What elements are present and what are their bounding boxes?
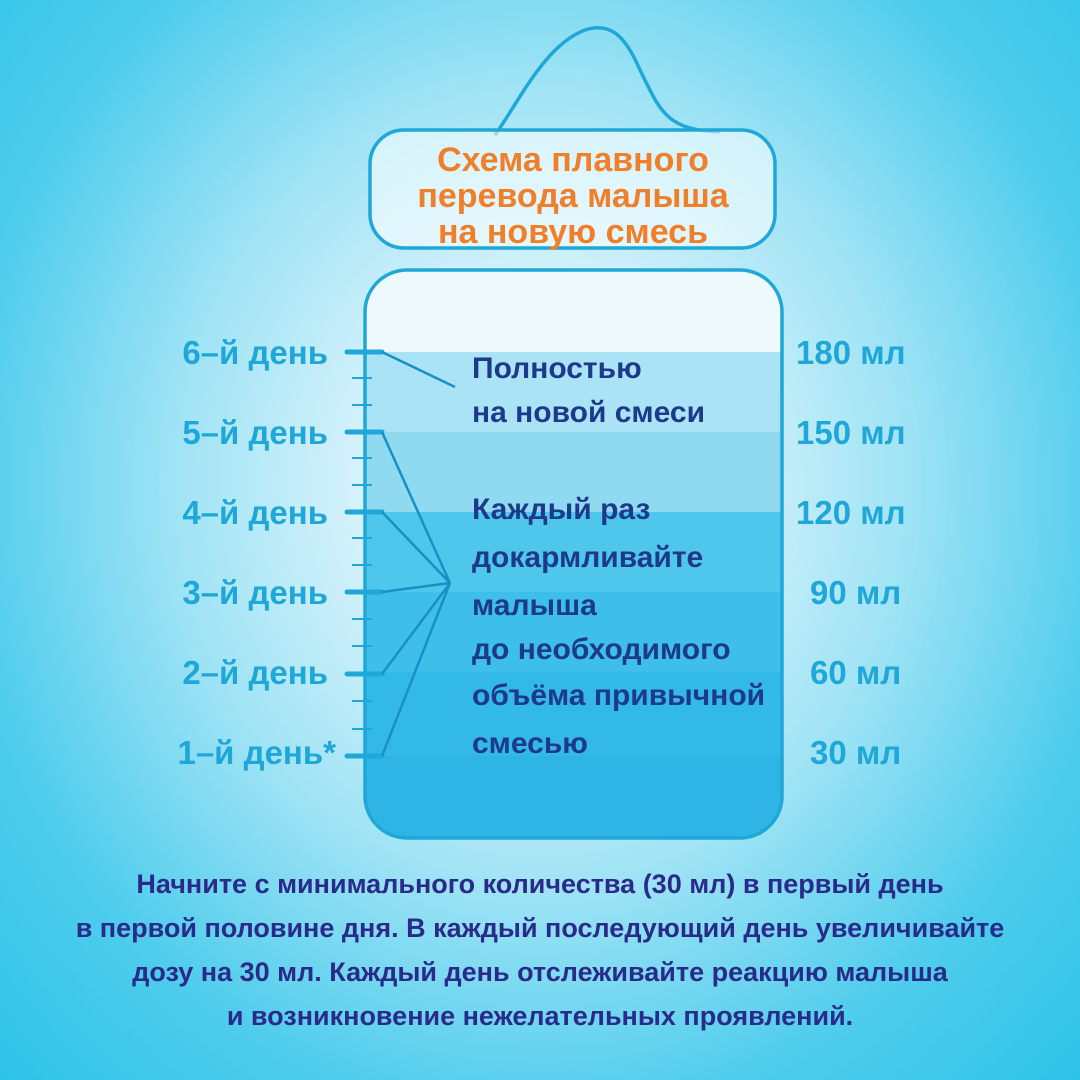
note-each-line-1: Каждый раз <box>472 493 651 526</box>
note-each-line-6: смесью <box>472 727 588 760</box>
title-line-1: Схема плавного <box>437 141 709 179</box>
level-band-1 <box>365 756 782 838</box>
instructions-line-1: Начните с минимального количества (30 мл) в первый день <box>136 869 944 899</box>
instructions-line-2: в первой половине дня. В каждый последующий день увеличивайте <box>75 913 1005 943</box>
day-label-2: 2–й день <box>182 654 328 691</box>
ml-label-4: 120 мл <box>796 494 906 531</box>
instructions-text <box>0 862 1080 1038</box>
title-line-2: перевода малыша <box>417 177 729 215</box>
day-label-6: 6–й день <box>182 334 328 371</box>
day-label-1: 1–й день* <box>177 734 336 771</box>
instructions-line-3: дозу на 30 мл. Каждый день отслеживайте реакцию малыша <box>132 957 948 987</box>
day-label-3: 3–й день <box>182 574 328 611</box>
note-full-line-1: Полностью <box>472 352 642 385</box>
note-each-line-2: докармливайте <box>472 541 704 574</box>
instructions-line-4: и возникновение нежелательных проявлений. <box>226 1001 854 1031</box>
note-each-line-4: до необходимого <box>472 633 731 666</box>
bottle-nipple <box>495 28 720 135</box>
note-each-line-3: малыша <box>472 589 597 622</box>
ml-label-6: 180 мл <box>796 334 906 371</box>
ml-label-3: 90 мл <box>810 574 902 611</box>
day-label-4: 4–й день <box>182 494 328 531</box>
day-label-5: 5–й день <box>182 414 328 451</box>
ml-label-1: 30 мл <box>810 734 902 771</box>
note-full-line-2: на новой смеси <box>472 396 706 429</box>
note-each-line-5: объёма привычной <box>472 679 766 712</box>
title-line-3: на новую смесь <box>438 213 708 251</box>
ml-label-5: 150 мл <box>796 414 906 451</box>
ml-label-2: 60 мл <box>810 654 902 691</box>
